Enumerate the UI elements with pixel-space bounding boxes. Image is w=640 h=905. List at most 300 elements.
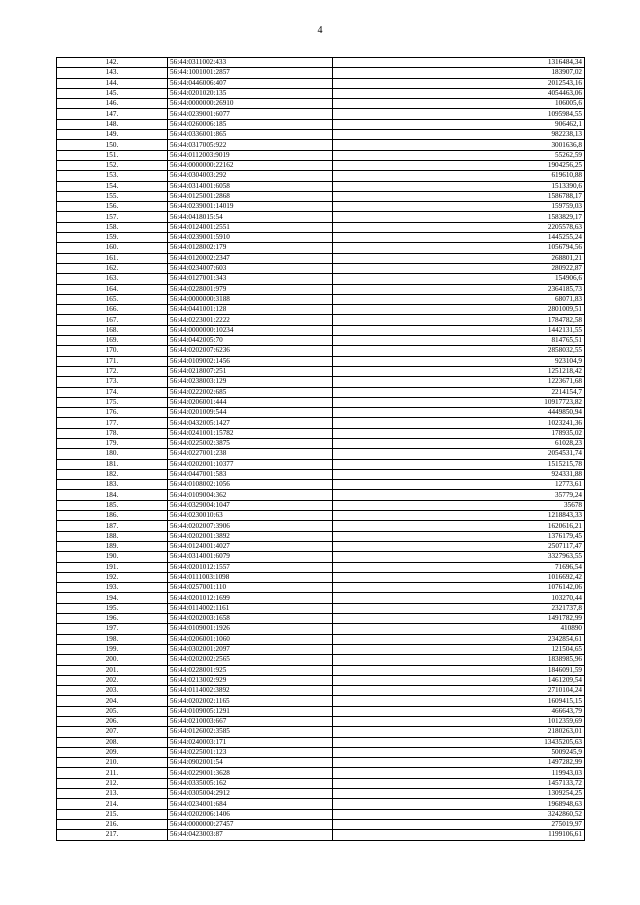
table-row — [57, 78, 585, 88]
row-number-cell: 154. — [57, 181, 168, 191]
row-number-cell: 196. — [57, 614, 168, 624]
value-cell: 410890 — [333, 624, 585, 634]
row-number-cell: 199. — [57, 644, 168, 654]
value-cell: 1056794,56 — [333, 243, 585, 253]
table-row — [57, 336, 585, 346]
value-cell: 1491782,99 — [333, 614, 585, 624]
row-number-cell: 190. — [57, 552, 168, 562]
row-number-cell: 156. — [57, 202, 168, 212]
row-number-cell: 187. — [57, 521, 168, 531]
row-number-cell: 217. — [57, 830, 168, 840]
cadastral-number-cell: 56:44:0109005:1291 — [168, 706, 333, 716]
row-number-cell: 180. — [57, 449, 168, 459]
row-number-cell: 191. — [57, 562, 168, 572]
table-row — [57, 418, 585, 428]
table-row — [57, 634, 585, 644]
table-row — [57, 377, 585, 387]
table-row — [57, 644, 585, 654]
cadastral-number-cell: 56:44:0239001:6077 — [168, 109, 333, 119]
row-number-cell: 167. — [57, 315, 168, 325]
table-row — [57, 428, 585, 438]
cadastral-number-cell: 56:44:0234007:603 — [168, 263, 333, 273]
cadastral-number-cell: 56:44:0228001:979 — [168, 284, 333, 294]
table-row — [57, 408, 585, 418]
value-cell: 1968948,63 — [333, 799, 585, 809]
row-number-cell: 170. — [57, 346, 168, 356]
cadastral-number-cell: 56:44:0112003:9019 — [168, 150, 333, 160]
cadastral-number-cell: 56:44:0213002:929 — [168, 675, 333, 685]
table-row — [57, 171, 585, 181]
value-cell: 1316484,34 — [333, 58, 585, 68]
cadastral-number-cell: 56:44:0202002:2565 — [168, 655, 333, 665]
row-number-cell: 173. — [57, 377, 168, 387]
row-number-cell: 210. — [57, 758, 168, 768]
row-number-cell: 171. — [57, 356, 168, 366]
table-row — [57, 511, 585, 521]
value-cell: 280922,87 — [333, 263, 585, 273]
table-row — [57, 449, 585, 459]
value-cell: 906462,1 — [333, 119, 585, 129]
table-row — [57, 614, 585, 624]
row-number-cell: 208. — [57, 737, 168, 747]
row-number-cell: 146. — [57, 99, 168, 109]
table-row — [57, 717, 585, 727]
cadastral-number-cell: 56:44:0000000:22162 — [168, 160, 333, 170]
table-row — [57, 284, 585, 294]
cadastral-number-cell: 56:44:0442005:70 — [168, 336, 333, 346]
cadastral-number-cell: 56:44:0201012:1557 — [168, 562, 333, 572]
row-number-cell: 193. — [57, 583, 168, 593]
value-cell: 55262,59 — [333, 150, 585, 160]
row-number-cell: 183. — [57, 480, 168, 490]
row-number-cell: 166. — [57, 305, 168, 315]
cadastral-number-cell: 56:44:0127001:343 — [168, 274, 333, 284]
row-number-cell: 159. — [57, 233, 168, 243]
row-number-cell: 151. — [57, 150, 168, 160]
row-number-cell: 188. — [57, 531, 168, 541]
value-cell: 35779,24 — [333, 490, 585, 500]
value-cell: 924331,88 — [333, 469, 585, 479]
cadastral-number-cell: 56:44:0239001:14019 — [168, 202, 333, 212]
parcel-table — [56, 57, 585, 841]
value-cell: 2507117,47 — [333, 541, 585, 551]
cadastral-number-cell: 56:44:0108002:1056 — [168, 480, 333, 490]
value-cell: 121504,65 — [333, 644, 585, 654]
table-row — [57, 747, 585, 757]
value-cell: 10917723,82 — [333, 397, 585, 407]
row-number-cell: 165. — [57, 294, 168, 304]
row-number-cell: 186. — [57, 511, 168, 521]
cadastral-number-cell: 56:44:0114002:1161 — [168, 603, 333, 613]
table-row — [57, 366, 585, 376]
table-row — [57, 768, 585, 778]
value-cell: 1515215,78 — [333, 459, 585, 469]
table-row — [57, 799, 585, 809]
value-cell: 183907,02 — [333, 68, 585, 78]
cadastral-number-cell: 56:44:0202001:3892 — [168, 531, 333, 541]
cadastral-number-cell: 56:44:0302001:2097 — [168, 644, 333, 654]
value-cell: 1095984,55 — [333, 109, 585, 119]
table-row — [57, 222, 585, 232]
table-row — [57, 603, 585, 613]
cadastral-number-cell: 56:44:0000000:10234 — [168, 325, 333, 335]
row-number-cell: 143. — [57, 68, 168, 78]
value-cell: 103270,44 — [333, 593, 585, 603]
table-row — [57, 469, 585, 479]
value-cell: 814765,51 — [333, 336, 585, 346]
table-row — [57, 191, 585, 201]
value-cell: 1620616,21 — [333, 521, 585, 531]
value-cell: 159759,03 — [333, 202, 585, 212]
cadastral-number-cell: 56:44:0260006:185 — [168, 119, 333, 129]
row-number-cell: 142. — [57, 58, 168, 68]
cadastral-number-cell: 56:44:0228001:925 — [168, 665, 333, 675]
cadastral-number-cell: 56:44:0000000:26910 — [168, 99, 333, 109]
page-number: 4 — [317, 25, 323, 36]
value-cell: 2364185,73 — [333, 284, 585, 294]
value-cell: 3001636,8 — [333, 140, 585, 150]
table-row — [57, 58, 585, 68]
row-number-cell: 162. — [57, 263, 168, 273]
row-number-cell: 163. — [57, 274, 168, 284]
table-row — [57, 140, 585, 150]
value-cell: 1442131,55 — [333, 325, 585, 335]
cadastral-number-cell: 56:44:0125001:2868 — [168, 191, 333, 201]
value-cell: 3327963,55 — [333, 552, 585, 562]
value-cell: 2710104,24 — [333, 686, 585, 696]
cadastral-number-cell: 56:44:0234001:684 — [168, 799, 333, 809]
parcel-table-body — [57, 58, 585, 841]
row-number-cell: 181. — [57, 459, 168, 469]
value-cell: 13435205,63 — [333, 737, 585, 747]
value-cell: 275019,97 — [333, 819, 585, 829]
table-row — [57, 531, 585, 541]
row-number-cell: 147. — [57, 109, 168, 119]
table-row — [57, 737, 585, 747]
value-cell: 35678 — [333, 500, 585, 510]
table-row — [57, 480, 585, 490]
table-row — [57, 758, 585, 768]
table-row — [57, 160, 585, 170]
table-row — [57, 212, 585, 222]
table-row — [57, 500, 585, 510]
value-cell: 1376179,45 — [333, 531, 585, 541]
row-number-cell: 158. — [57, 222, 168, 232]
cadastral-number-cell: 56:44:0202002:1165 — [168, 696, 333, 706]
cadastral-number-cell: 56:44:0432005:1427 — [168, 418, 333, 428]
value-cell: 2342854,61 — [333, 634, 585, 644]
value-cell: 2180263,01 — [333, 727, 585, 737]
row-number-cell: 215. — [57, 809, 168, 819]
row-number-cell: 213. — [57, 789, 168, 799]
table-row — [57, 253, 585, 263]
cadastral-number-cell: 56:44:0210003:667 — [168, 717, 333, 727]
row-number-cell: 155. — [57, 191, 168, 201]
value-cell: 2012543,16 — [333, 78, 585, 88]
table-row — [57, 665, 585, 675]
row-number-cell: 195. — [57, 603, 168, 613]
row-number-cell: 149. — [57, 130, 168, 140]
cadastral-number-cell: 56:44:0314001:6058 — [168, 181, 333, 191]
cadastral-number-cell: 56:44:0225002:3875 — [168, 438, 333, 448]
cadastral-number-cell: 56:44:0441001:128 — [168, 305, 333, 315]
row-number-cell: 178. — [57, 428, 168, 438]
cadastral-number-cell: 56:44:0222002:685 — [168, 387, 333, 397]
table-row — [57, 583, 585, 593]
row-number-cell: 207. — [57, 727, 168, 737]
cadastral-number-cell: 56:44:0206001:1060 — [168, 634, 333, 644]
table-row — [57, 397, 585, 407]
table-row — [57, 202, 585, 212]
cadastral-number-cell: 56:44:0201012:1699 — [168, 593, 333, 603]
cadastral-number-cell: 56:44:0202006:1406 — [168, 809, 333, 819]
table-row — [57, 356, 585, 366]
table-row — [57, 809, 585, 819]
table-row — [57, 624, 585, 634]
table-row — [57, 305, 585, 315]
row-number-cell: 152. — [57, 160, 168, 170]
value-cell: 1016692,42 — [333, 572, 585, 582]
value-cell: 61028,23 — [333, 438, 585, 448]
cadastral-number-cell: 56:44:0305004:2912 — [168, 789, 333, 799]
row-number-cell: 145. — [57, 88, 168, 98]
row-number-cell: 184. — [57, 490, 168, 500]
table-row — [57, 459, 585, 469]
table-row — [57, 778, 585, 788]
table-row — [57, 387, 585, 397]
row-number-cell: 185. — [57, 500, 168, 510]
cadastral-number-cell: 56:44:0223001:2222 — [168, 315, 333, 325]
value-cell: 1784782,58 — [333, 315, 585, 325]
cadastral-number-cell: 56:44:0202001:10377 — [168, 459, 333, 469]
row-number-cell: 212. — [57, 778, 168, 788]
table-row — [57, 294, 585, 304]
cadastral-number-cell: 56:44:0335005:162 — [168, 778, 333, 788]
value-cell: 1076142,06 — [333, 583, 585, 593]
row-number-cell: 176. — [57, 408, 168, 418]
cadastral-number-cell: 56:44:0230010:63 — [168, 511, 333, 521]
value-cell: 119943,03 — [333, 768, 585, 778]
value-cell: 4054463,06 — [333, 88, 585, 98]
row-number-cell: 144. — [57, 78, 168, 88]
value-cell: 1461209,54 — [333, 675, 585, 685]
table-row — [57, 706, 585, 716]
cadastral-number-cell: 56:44:0109004:362 — [168, 490, 333, 500]
cadastral-number-cell: 56:44:0120002:2347 — [168, 253, 333, 263]
table-row — [57, 655, 585, 665]
value-cell: 2205578,63 — [333, 222, 585, 232]
table-row — [57, 521, 585, 531]
row-number-cell: 209. — [57, 747, 168, 757]
value-cell: 1445255,24 — [333, 233, 585, 243]
cadastral-number-cell: 56:44:0109002:1456 — [168, 356, 333, 366]
row-number-cell: 182. — [57, 469, 168, 479]
cadastral-number-cell: 56:44:0218007:251 — [168, 366, 333, 376]
value-cell: 1199106,61 — [333, 830, 585, 840]
row-number-cell: 150. — [57, 140, 168, 150]
cadastral-number-cell: 56:44:0336001:865 — [168, 130, 333, 140]
value-cell: 106005,6 — [333, 99, 585, 109]
value-cell: 2321737,8 — [333, 603, 585, 613]
cadastral-number-cell: 56:44:0202003:1658 — [168, 614, 333, 624]
cadastral-number-cell: 56:44:1001001:2857 — [168, 68, 333, 78]
row-number-cell: 164. — [57, 284, 168, 294]
cadastral-number-cell: 56:44:0225001:123 — [168, 747, 333, 757]
table-row — [57, 819, 585, 829]
cadastral-number-cell: 56:44:0128002:179 — [168, 243, 333, 253]
value-cell: 268801,21 — [333, 253, 585, 263]
row-number-cell: 200. — [57, 655, 168, 665]
value-cell: 1218843,33 — [333, 511, 585, 521]
cadastral-number-cell: 56:44:0317005:922 — [168, 140, 333, 150]
table-row — [57, 243, 585, 253]
cadastral-number-cell: 56:44:0229001:3628 — [168, 768, 333, 778]
cadastral-number-cell: 56:44:0114002:3892 — [168, 686, 333, 696]
cadastral-number-cell: 56:44:0240003:171 — [168, 737, 333, 747]
table-row — [57, 68, 585, 78]
cadastral-number-cell: 56:44:0239001:5910 — [168, 233, 333, 243]
value-cell: 2801009,51 — [333, 305, 585, 315]
row-number-cell: 177. — [57, 418, 168, 428]
table-row — [57, 325, 585, 335]
row-number-cell: 174. — [57, 387, 168, 397]
value-cell: 154906,6 — [333, 274, 585, 284]
row-number-cell: 160. — [57, 243, 168, 253]
cadastral-number-cell: 56:44:0111003:1098 — [168, 572, 333, 582]
cadastral-number-cell: 56:44:0314001:6079 — [168, 552, 333, 562]
row-number-cell: 204. — [57, 696, 168, 706]
value-cell: 1497282,99 — [333, 758, 585, 768]
cadastral-number-cell: 56:44:0257001:110 — [168, 583, 333, 593]
row-number-cell: 192. — [57, 572, 168, 582]
value-cell: 1583829,17 — [333, 212, 585, 222]
value-cell: 982238,13 — [333, 130, 585, 140]
table-row — [57, 830, 585, 840]
row-number-cell: 179. — [57, 438, 168, 448]
value-cell: 1012359,69 — [333, 717, 585, 727]
value-cell: 178935,02 — [333, 428, 585, 438]
cadastral-number-cell: 56:44:0109001:1926 — [168, 624, 333, 634]
value-cell: 619610,88 — [333, 171, 585, 181]
cadastral-number-cell: 56:44:0446006:407 — [168, 78, 333, 88]
value-cell: 1846091,59 — [333, 665, 585, 675]
value-cell: 1223671,68 — [333, 377, 585, 387]
value-cell: 12773,61 — [333, 480, 585, 490]
table-row — [57, 572, 585, 582]
table-row — [57, 274, 585, 284]
row-number-cell: 172. — [57, 366, 168, 376]
cadastral-number-cell: 56:44:0206001:444 — [168, 397, 333, 407]
value-cell: 1838985,96 — [333, 655, 585, 665]
table-row — [57, 263, 585, 273]
row-number-cell: 203. — [57, 686, 168, 696]
cadastral-number-cell: 56:44:0329004:1047 — [168, 500, 333, 510]
table-row — [57, 696, 585, 706]
value-cell: 71696,54 — [333, 562, 585, 572]
cadastral-number-cell: 56:44:0423003:87 — [168, 830, 333, 840]
value-cell: 1251218,42 — [333, 366, 585, 376]
value-cell: 466643,79 — [333, 706, 585, 716]
value-cell: 68071,83 — [333, 294, 585, 304]
table-row — [57, 315, 585, 325]
row-number-cell: 197. — [57, 624, 168, 634]
table-row — [57, 346, 585, 356]
cadastral-number-cell: 56:44:0201020:135 — [168, 88, 333, 98]
row-number-cell: 205. — [57, 706, 168, 716]
table-row — [57, 150, 585, 160]
cadastral-number-cell: 56:44:0241001:15782 — [168, 428, 333, 438]
value-cell: 2054531,74 — [333, 449, 585, 459]
table-row — [57, 99, 585, 109]
table-row — [57, 490, 585, 500]
value-cell: 2214154,7 — [333, 387, 585, 397]
cadastral-number-cell: 56:44:0000000:27457 — [168, 819, 333, 829]
cadastral-number-cell: 56:44:0311002:433 — [168, 58, 333, 68]
cadastral-number-cell: 56:44:0201009:544 — [168, 408, 333, 418]
table-row — [57, 675, 585, 685]
table-row — [57, 119, 585, 129]
cadastral-number-cell: 56:44:0124001:2551 — [168, 222, 333, 232]
table-row — [57, 88, 585, 98]
cadastral-number-cell: 56:44:0000000:3188 — [168, 294, 333, 304]
cadastral-number-cell: 56:44:0124001:4027 — [168, 541, 333, 551]
value-cell: 1513390,6 — [333, 181, 585, 191]
value-cell: 3242860,52 — [333, 809, 585, 819]
value-cell: 5009245,9 — [333, 747, 585, 757]
table-row — [57, 552, 585, 562]
row-number-cell: 214. — [57, 799, 168, 809]
cadastral-number-cell: 56:44:0902001:54 — [168, 758, 333, 768]
row-number-cell: 148. — [57, 119, 168, 129]
value-cell: 1904256,25 — [333, 160, 585, 170]
table-row — [57, 181, 585, 191]
value-cell: 4449850,94 — [333, 408, 585, 418]
row-number-cell: 157. — [57, 212, 168, 222]
value-cell: 1023241,36 — [333, 418, 585, 428]
table-row — [57, 438, 585, 448]
table-row — [57, 109, 585, 119]
row-number-cell: 169. — [57, 336, 168, 346]
value-cell: 923104,9 — [333, 356, 585, 366]
row-number-cell: 153. — [57, 171, 168, 181]
row-number-cell: 211. — [57, 768, 168, 778]
table-row — [57, 593, 585, 603]
value-cell: 1309254,25 — [333, 789, 585, 799]
row-number-cell: 206. — [57, 717, 168, 727]
cadastral-number-cell: 56:44:0304003:292 — [168, 171, 333, 181]
row-number-cell: 194. — [57, 593, 168, 603]
table-row — [57, 686, 585, 696]
value-cell: 1609415,15 — [333, 696, 585, 706]
row-number-cell: 189. — [57, 541, 168, 551]
cadastral-number-cell: 56:44:0227001:238 — [168, 449, 333, 459]
cadastral-number-cell: 56:44:0202007:3906 — [168, 521, 333, 531]
value-cell: 1586788,17 — [333, 191, 585, 201]
row-number-cell: 168. — [57, 325, 168, 335]
table-row — [57, 562, 585, 572]
row-number-cell: 198. — [57, 634, 168, 644]
row-number-cell: 202. — [57, 675, 168, 685]
cadastral-number-cell: 56:44:0126002:3585 — [168, 727, 333, 737]
row-number-cell: 175. — [57, 397, 168, 407]
cadastral-number-cell: 56:44:0202007:6236 — [168, 346, 333, 356]
value-cell: 2858032,55 — [333, 346, 585, 356]
cadastral-number-cell: 56:44:0418015:54 — [168, 212, 333, 222]
row-number-cell: 216. — [57, 819, 168, 829]
table-row — [57, 789, 585, 799]
table-row — [57, 541, 585, 551]
cadastral-number-cell: 56:44:0447001:583 — [168, 469, 333, 479]
